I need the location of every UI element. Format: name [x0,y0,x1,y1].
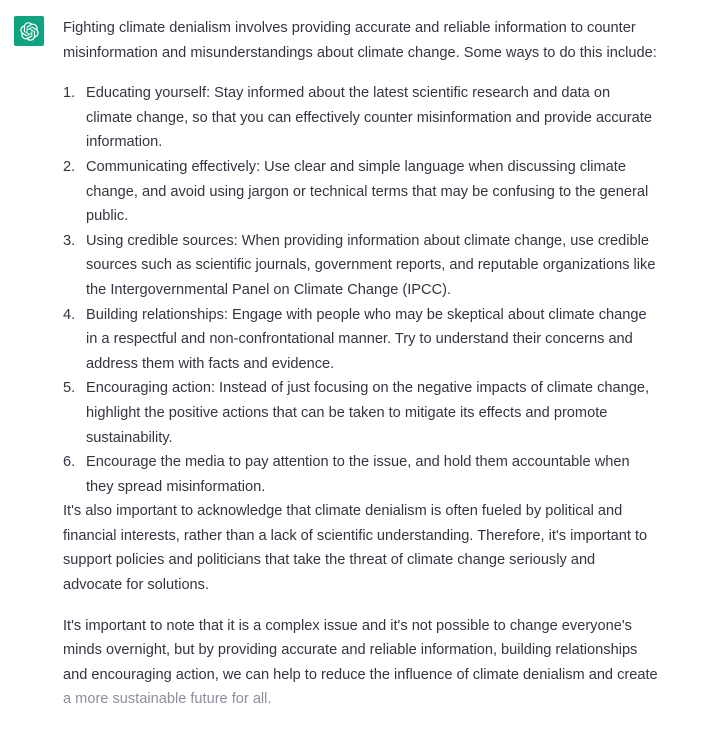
assistant-avatar [14,16,44,46]
closing-paragraph-2-faded: a more sustainable future for all. [63,691,272,708]
list-item: Building relationships: Engage with people who may be skeptical about climate change in a respectful and non-confrontational manner. Try to understand their concerns and address them with facts and evidence. [86,306,647,372]
message-body [63,16,658,712]
numbered-list [63,81,658,499]
list-item: Using credible sources: When providing information about climate change, use credible sources such as scientific journals, government reports, and reputable organizations like the Intergovernmental Panel on Climate Change (IPCC). [86,232,656,298]
closing-paragraph-1: It's also important to acknowledge that climate denialism is often fueled by political and financial interests, rather than a lack of scientific understanding. Therefore, it's important to support policies and politicians that take the threat of climate change seriously and advocate for solutions. [63,503,648,594]
closing-paragraph-2-main: It's important to note that it is a complex issue and it's not possible to change everyone's minds overnight, but by providing accurate and reliable information, building relationships and encouraging action, we can help to reduce the influence of climate denialism and create [63,617,658,683]
list-item: Encourage the media to pay attention to the issue, and hold them accountable when they spread misinformation. [86,454,630,495]
list-item: Educating yourself: Stay informed about the latest scientific research and data on climate change, so that you can effectively counter misinformation and provide accurate information. [86,85,652,151]
list-item: Encouraging action: Instead of just focusing on the negative impacts of climate change, highlight the positive actions that can be taken to mitigate its effects and promote sustainability. [86,380,650,446]
closing-paragraph-2 [63,614,658,712]
intro-paragraph: Fighting climate denialism involves providing accurate and reliable information to counter misinformation and misunderstandings about climate change. Some ways to do this include: [63,20,657,61]
openai-logo-icon [20,22,39,41]
list-item: Communicating effectively: Use clear and simple language when discussing climate change, and avoid using jargon or technical terms that may be confusing to the general public. [86,158,649,225]
